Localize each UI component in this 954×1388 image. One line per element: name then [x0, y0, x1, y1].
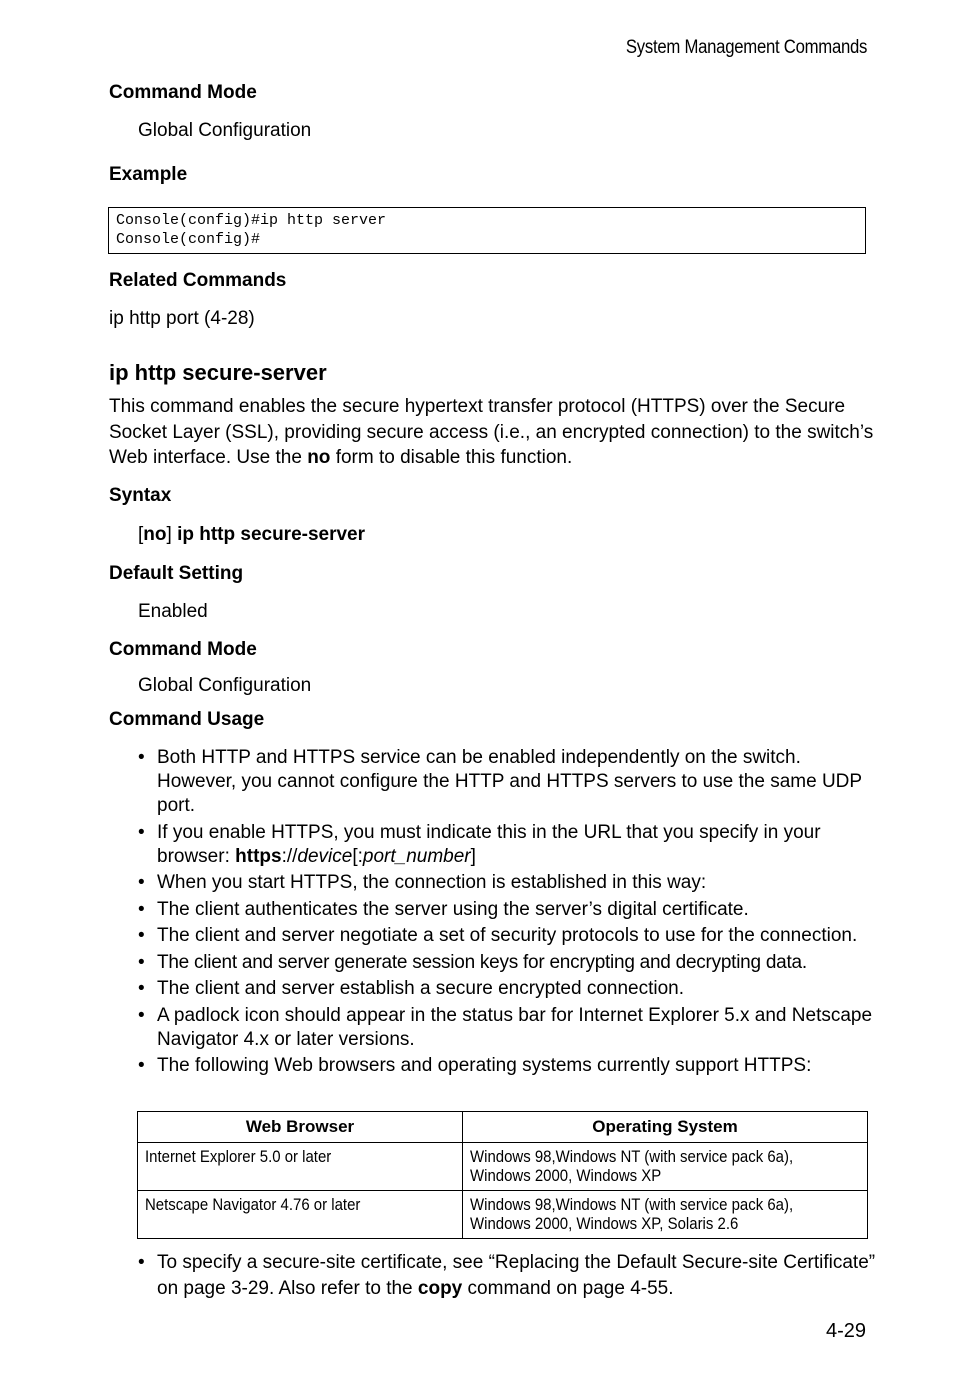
- usage-text: To specify a secure-site certificate, see “Replacing the Default Secure-site Certificate” on page 3-29. Also refer to the: [157, 1252, 876, 1299]
- table-row: [138, 1191, 868, 1239]
- os-line: Windows 2000, Windows XP, Solaris 2.6: [470, 1214, 739, 1233]
- default-setting-heading: Default Setting: [109, 563, 244, 584]
- command-mode-heading: Command Mode: [109, 82, 257, 103]
- os-line: Windows 2000, Windows XP: [470, 1166, 662, 1185]
- syntax-command: ip http secure-server: [177, 524, 366, 545]
- os-line: Windows 98,Windows NT (with service pack 6a),: [470, 1195, 794, 1214]
- usage-item: • A padlock icon should appear in the status bar for Internet Explorer 5.x and Netscape Navigator 4.x or later versions.: [138, 1004, 878, 1052]
- usage-list: [138, 746, 878, 1081]
- usage-item: • The client and server negotiate a set of security protocols to use for the connection.: [138, 924, 878, 948]
- command-mode-value: Global Configuration: [138, 120, 312, 141]
- command-description: [109, 394, 879, 471]
- usage-item: • The client and server generate session keys for encrypting and decrypting data.: [138, 951, 878, 975]
- syntax-bracket: ]: [166, 524, 178, 545]
- desc-text: This command enables the secure hypertext transfer protocol (HTTPS) over the Secure Socket Layer (SSL), providing secure access (i.e., an encrypted connection) to the switch’s Web interface. Use the: [109, 396, 874, 468]
- default-setting-value: Enabled: [138, 601, 208, 622]
- table-cell: [463, 1191, 868, 1239]
- os-line: Windows 98,Windows NT (with service pack 6a),: [470, 1147, 794, 1166]
- usage-item: • The client authenticates the server using the server’s digital certificate.: [138, 898, 878, 922]
- usage-item: • When you start HTTPS, the connection is established in this way:: [138, 871, 878, 895]
- copy-command: copy: [417, 1277, 463, 1299]
- code-line: Console(config)#: [116, 231, 261, 248]
- usage-item: • The client and server establish a secure encrypted connection.: [138, 977, 878, 1001]
- command-mode-heading-2: Command Mode: [109, 639, 257, 660]
- column-header: Operating System: [463, 1112, 868, 1143]
- syntax-value: [138, 522, 365, 547]
- related-commands-heading: Related Commands: [109, 270, 287, 291]
- usage-item: [138, 821, 878, 869]
- url-bracket: [:: [352, 845, 363, 867]
- syntax-no: no: [143, 524, 167, 545]
- running-header: System Management Commands: [625, 37, 867, 58]
- desc-text-end: form to disable this function.: [330, 447, 573, 468]
- url-scheme: https: [235, 845, 282, 867]
- url-bracket: ]: [470, 845, 476, 867]
- https-support-table: [137, 1111, 868, 1239]
- command-usage-heading: Command Usage: [109, 709, 265, 730]
- example-heading: Example: [109, 164, 188, 185]
- command-title: ip http secure-server: [109, 360, 327, 385]
- page-number: 4-29: [825, 1320, 866, 1342]
- browser-name: Internet Explorer 5.0 or later: [145, 1147, 332, 1166]
- table-cell: [463, 1143, 868, 1191]
- usage-item: • The following Web browsers and operating systems currently support HTTPS:: [138, 1054, 878, 1078]
- table-cell: [138, 1191, 463, 1239]
- url-sep: ://: [281, 845, 298, 867]
- syntax-heading: Syntax: [109, 485, 172, 506]
- usage-text: If you enable HTTPS, you must indicate this in the URL that you specify in your browser:: [157, 821, 821, 867]
- url-device: device: [297, 845, 353, 867]
- usage-item: • Both HTTP and HTTPS service can be enabled independently on the switch. However, you cannot configure the HTTP and HTTPS servers to use the same UDP port.: [138, 746, 878, 818]
- syntax-bracket: [: [138, 524, 144, 545]
- column-header: Web Browser: [138, 1112, 463, 1143]
- desc-bold-no: no: [307, 447, 331, 468]
- url-port: port_number: [362, 845, 471, 867]
- usage-text: command on page 4-55.: [462, 1277, 674, 1299]
- code-line: Console(config)#ip http server: [116, 212, 387, 229]
- example-code-box: [108, 207, 866, 254]
- browser-name: Netscape Navigator 4.76 or later: [145, 1195, 361, 1214]
- usage-item: [138, 1250, 878, 1301]
- usage-list-continued: [138, 1250, 878, 1304]
- table-header-row: [138, 1112, 868, 1143]
- table-cell: [138, 1143, 463, 1191]
- command-mode-value-2: Global Configuration: [138, 675, 312, 696]
- related-commands-value: ip http port (4-28): [109, 308, 255, 329]
- table-row: [138, 1143, 868, 1191]
